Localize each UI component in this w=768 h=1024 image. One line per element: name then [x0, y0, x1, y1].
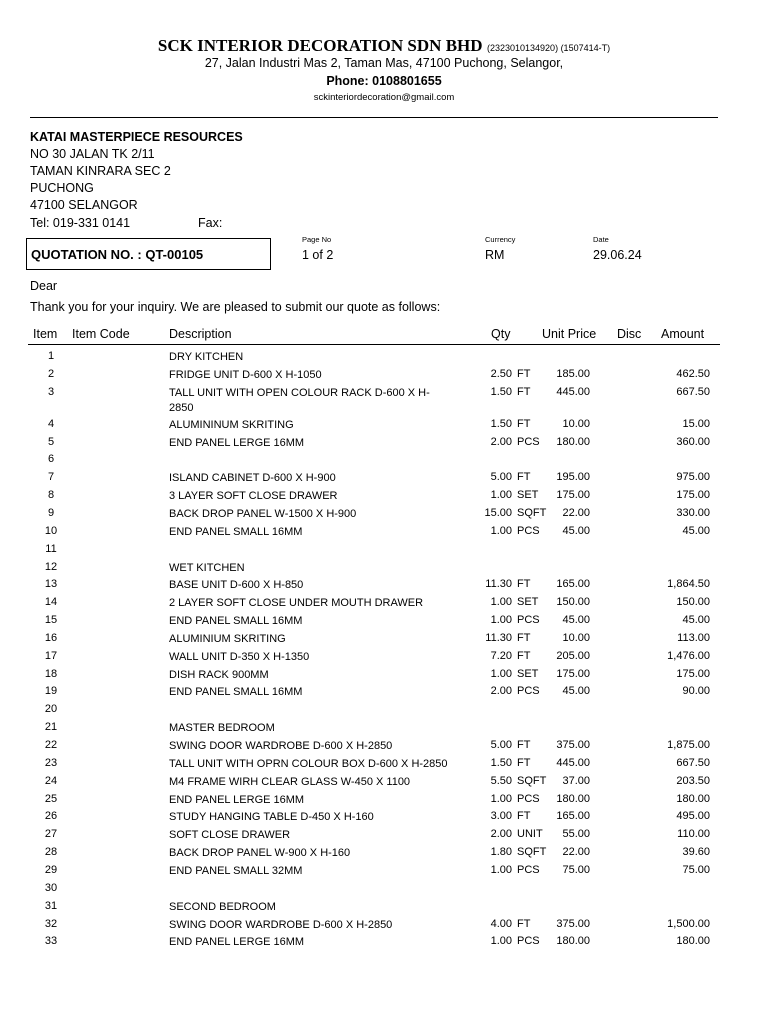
- item-description: END PANEL SMALL 16MM: [169, 525, 303, 538]
- item-qty: 5.00: [490, 739, 512, 751]
- item-unit-price: 375.00: [556, 739, 590, 751]
- item-number: 3: [47, 385, 55, 398]
- item-unit-price: 180.00: [556, 435, 590, 448]
- item-amount: 1,500.00: [667, 917, 710, 930]
- customer-tel: Tel: 019-331 0141: [30, 216, 131, 230]
- item-unit: PCS: [517, 435, 540, 448]
- item-description: BASE UNIT D-600 X H-850: [169, 579, 304, 592]
- item-unit-price: 195.00: [556, 471, 590, 484]
- item-qty: 1.80: [490, 846, 512, 859]
- item-description: DISH RACK 900MM: [169, 668, 269, 681]
- date-label: Date: [593, 235, 609, 244]
- item-amount: 360.00: [676, 435, 710, 448]
- item-unit: FT: [517, 417, 531, 430]
- currency-label: Currency: [485, 235, 516, 244]
- item-number: 11: [45, 542, 57, 555]
- item-number: 5: [47, 435, 55, 448]
- item-number: 19: [44, 685, 58, 698]
- item-unit: FT: [517, 917, 531, 930]
- item-unit: FT: [517, 385, 531, 398]
- item-unit-price: 45.00: [562, 685, 590, 698]
- col-header-qty: Qty: [491, 327, 511, 341]
- item-unit-price: 375.00: [556, 917, 590, 930]
- item-number: 22: [44, 739, 58, 751]
- header-divider: [30, 117, 718, 118]
- item-number: 13: [44, 578, 58, 591]
- col-header-unit-price: Unit Price: [542, 327, 597, 341]
- item-description: BACK DROP PANEL W-1500 X H-900: [169, 507, 357, 520]
- item-unit: SQFT: [517, 774, 547, 787]
- item-unit-price: 165.00: [556, 578, 590, 591]
- item-description: END PANEL LERGE 16MM: [169, 793, 305, 806]
- item-number: 14: [44, 596, 58, 609]
- item-unit-price: 45.00: [562, 614, 590, 627]
- item-qty: 1.50: [490, 385, 512, 398]
- company-header: [0, 36, 768, 56]
- item-unit-price: 205.00: [556, 649, 590, 662]
- item-unit: PCS: [517, 792, 540, 805]
- item-amount: 1,864.50: [667, 578, 710, 591]
- item-amount: 45.00: [682, 524, 710, 537]
- item-number: 6: [47, 453, 55, 466]
- item-amount: 180.00: [676, 935, 710, 948]
- item-qty: 7.20: [490, 649, 512, 662]
- item-unit-price: 175.00: [556, 667, 590, 680]
- item-amount: 975.00: [676, 471, 710, 484]
- col-header-amount: Amount: [661, 327, 705, 341]
- item-unit-price: 180.00: [556, 935, 590, 948]
- item-unit: SET: [517, 489, 539, 502]
- quotation-number: QUOTATION NO. : QT-00105: [31, 247, 204, 262]
- item-qty: 1.00: [490, 935, 512, 948]
- item-unit-price: 10.00: [562, 417, 590, 430]
- item-unit: PCS: [517, 863, 540, 876]
- item-description: FRIDGE UNIT D-600 X H-1050: [169, 368, 322, 381]
- item-amount: 175.00: [676, 489, 710, 502]
- item-number: 29: [44, 863, 58, 876]
- item-number: 26: [44, 810, 58, 823]
- item-qty: 15.00: [484, 506, 512, 519]
- item-description: STUDY HANGING TABLE D-450 X H-160: [169, 811, 374, 824]
- item-unit: PCS: [517, 685, 540, 698]
- item-amount: 45.00: [682, 614, 710, 627]
- item-amount: 90.00: [682, 685, 710, 698]
- item-amount: 75.00: [682, 863, 710, 876]
- item-number: 33: [44, 935, 58, 948]
- item-amount: 39.60: [682, 846, 710, 859]
- item-qty: 2.00: [490, 828, 512, 841]
- item-description: ALUMININUM SKRITING: [169, 418, 294, 431]
- item-number: 8: [47, 489, 55, 502]
- item-number: 9: [47, 506, 55, 519]
- item-amount: 180.00: [676, 792, 710, 805]
- item-number: 1: [47, 350, 55, 362]
- item-unit: SET: [517, 596, 539, 609]
- item-qty: 1.00: [490, 596, 512, 609]
- item-description: SECOND BEDROOM: [169, 900, 276, 913]
- item-qty: 1.00: [490, 489, 512, 502]
- item-unit: PCS: [517, 614, 540, 627]
- item-qty: 5.50: [490, 774, 512, 787]
- intro-text: Thank you for your inquiry. We are pleased to submit our quote as follows:: [30, 300, 441, 314]
- item-qty: 5.00: [490, 471, 512, 484]
- item-number: 21: [44, 721, 58, 734]
- item-unit: FT: [517, 649, 531, 662]
- customer-address-line: PUCHONG: [30, 181, 94, 195]
- item-qty: 1.50: [490, 417, 512, 430]
- item-qty: 2.00: [490, 685, 512, 698]
- customer-name: KATAI MASTERPIECE RESOURCES: [30, 130, 243, 144]
- item-number: 27: [44, 828, 58, 841]
- item-unit-price: 180.00: [556, 792, 590, 805]
- item-description: TALL UNIT WITH OPEN COLOUR RACK D-600 X H-2850: [169, 386, 430, 414]
- item-description: M4 FRAME WIRH CLEAR GLASS W-450 X 1100: [169, 775, 411, 788]
- item-number: 25: [44, 792, 58, 805]
- item-amount: 150.00: [676, 596, 710, 609]
- item-unit: FT: [517, 578, 531, 591]
- item-description: 3 LAYER SOFT CLOSE DRAWER: [169, 490, 338, 503]
- item-unit: PCS: [517, 935, 540, 948]
- company-email: sckinteriordecoration@gmail.com: [313, 92, 455, 103]
- item-qty: 1.00: [490, 524, 512, 537]
- item-description: SWING DOOR WARDROBE D-600 X H-2850: [169, 918, 393, 931]
- item-amount: 330.00: [676, 506, 710, 519]
- customer-fax: Fax:: [198, 216, 223, 230]
- item-description: ALUMINIUM SKRITING: [169, 632, 286, 645]
- item-unit-price: 445.00: [556, 756, 590, 769]
- item-description: SWING DOOR WARDROBE D-600 X H-2850: [169, 740, 393, 752]
- item-number: 30: [44, 881, 58, 894]
- item-qty: 3.00: [490, 810, 512, 823]
- item-unit: SQFT: [517, 506, 547, 519]
- item-number: 4: [47, 417, 55, 430]
- item-amount: 462.50: [676, 367, 710, 380]
- item-qty: 2.50: [490, 367, 512, 380]
- item-unit-price: 175.00: [556, 489, 590, 502]
- item-unit-price: 75.00: [562, 863, 590, 876]
- item-description: END PANEL SMALL 32MM: [169, 864, 303, 877]
- item-unit: FT: [517, 756, 531, 769]
- item-description: MASTER BEDROOM: [169, 722, 275, 735]
- item-qty: 1.50: [490, 756, 512, 769]
- item-amount: 667.50: [676, 756, 710, 769]
- item-unit: SET: [517, 667, 539, 680]
- item-description: 2 LAYER SOFT CLOSE UNDER MOUTH DRAWER: [169, 597, 424, 610]
- item-qty: 1.00: [490, 614, 512, 627]
- item-unit-price: 150.00: [556, 596, 590, 609]
- item-qty: 1.00: [490, 792, 512, 805]
- item-unit: FT: [517, 471, 531, 484]
- item-unit-price: 165.00: [556, 810, 590, 823]
- item-number: 32: [44, 917, 58, 930]
- item-unit-price: 22.00: [562, 846, 590, 859]
- page-no-label: Page No: [302, 235, 332, 244]
- company-registration: (2323010134920) (1507414-T): [487, 43, 611, 53]
- company-name: SCK INTERIOR DECORATION SDN BHD: [157, 36, 483, 55]
- item-qty: 2.00: [490, 435, 512, 448]
- item-number: 24: [44, 774, 58, 787]
- item-number: 17: [44, 649, 58, 662]
- item-unit: SQFT: [517, 846, 547, 859]
- item-number: 31: [44, 899, 58, 912]
- item-unit: FT: [517, 810, 531, 823]
- item-unit-price: 445.00: [556, 385, 590, 398]
- item-number: 10: [44, 524, 58, 537]
- customer-address-line: NO 30 JALAN TK 2/11: [30, 147, 155, 161]
- col-header-disc: Disc: [617, 327, 642, 341]
- currency-value: RM: [485, 248, 505, 262]
- item-description: END PANEL LERGE 16MM: [169, 436, 305, 449]
- item-amount: 495.00: [676, 810, 710, 823]
- item-description: DRY KITCHEN: [169, 351, 244, 363]
- greeting: Dear: [30, 279, 58, 293]
- item-unit-price: 55.00: [562, 828, 590, 841]
- item-qty: 11.30: [485, 631, 512, 644]
- date-value: 29.06.24: [593, 248, 642, 262]
- item-unit: FT: [517, 367, 531, 380]
- item-description: END PANEL SMALL 16MM: [169, 615, 303, 628]
- customer-address-line: 47100 SELANGOR: [30, 198, 138, 212]
- col-header-item: Item: [33, 327, 58, 341]
- item-description: WET KITCHEN: [169, 561, 245, 574]
- item-unit: PCS: [517, 524, 540, 537]
- item-unit: FT: [517, 739, 531, 751]
- item-number: 18: [44, 667, 58, 680]
- item-description: ISLAND CABINET D-600 X H-900: [169, 472, 336, 485]
- item-description: END PANEL SMALL 16MM: [169, 686, 303, 699]
- item-amount: 1,875.00: [667, 739, 710, 751]
- item-qty: 1.00: [490, 667, 512, 680]
- item-number: 28: [44, 846, 58, 859]
- item-amount: 1,476.00: [667, 649, 710, 662]
- item-unit-price: 45.00: [562, 524, 590, 537]
- item-unit: FT: [517, 631, 531, 644]
- customer-address-line: TAMAN KINRARA SEC 2: [30, 164, 171, 178]
- company-address: 27, Jalan Industri Mas 2, Taman Mas, 47100 Puchong, Selangor,: [204, 56, 564, 70]
- item-description: SOFT CLOSE DRAWER: [169, 829, 291, 842]
- table-header-divider: [28, 344, 720, 345]
- item-unit-price: 185.00: [556, 367, 590, 380]
- item-number: 2: [47, 367, 55, 380]
- item-description: BACK DROP PANEL W-900 X H-160: [169, 847, 351, 860]
- item-amount: 203.50: [676, 774, 710, 787]
- item-number: 7: [47, 471, 55, 484]
- item-amount: 175.00: [676, 667, 710, 680]
- company-phone: Phone: 0108801655: [326, 74, 442, 88]
- item-unit: UNIT: [517, 828, 543, 841]
- item-unit-price: 22.00: [562, 506, 590, 519]
- page-no-value: 1 of 2: [302, 248, 334, 262]
- item-number: 16: [44, 631, 58, 644]
- col-header-item-code: Item Code: [72, 327, 130, 341]
- item-amount: 667.50: [676, 385, 710, 398]
- item-amount: 110.00: [677, 828, 710, 841]
- item-amount: 113.00: [677, 631, 710, 644]
- item-qty: 1.00: [490, 863, 512, 876]
- item-description: WALL UNIT D-350 X H-1350: [169, 650, 310, 663]
- item-unit-price: 37.00: [562, 774, 590, 787]
- item-qty: 11.30: [485, 578, 512, 591]
- item-number: 12: [44, 560, 58, 573]
- item-number: 15: [44, 614, 58, 627]
- item-unit-price: 10.00: [562, 631, 590, 644]
- item-qty: 4.00: [490, 917, 512, 930]
- item-description: TALL UNIT WITH OPRN COLOUR BOX D-600 X H-2850: [169, 757, 448, 770]
- item-description: END PANEL LERGE 16MM: [169, 936, 305, 949]
- item-amount: 15.00: [682, 417, 710, 430]
- col-header-description: Description: [169, 327, 232, 341]
- item-number: 23: [44, 756, 58, 769]
- item-number: 20: [44, 703, 58, 716]
